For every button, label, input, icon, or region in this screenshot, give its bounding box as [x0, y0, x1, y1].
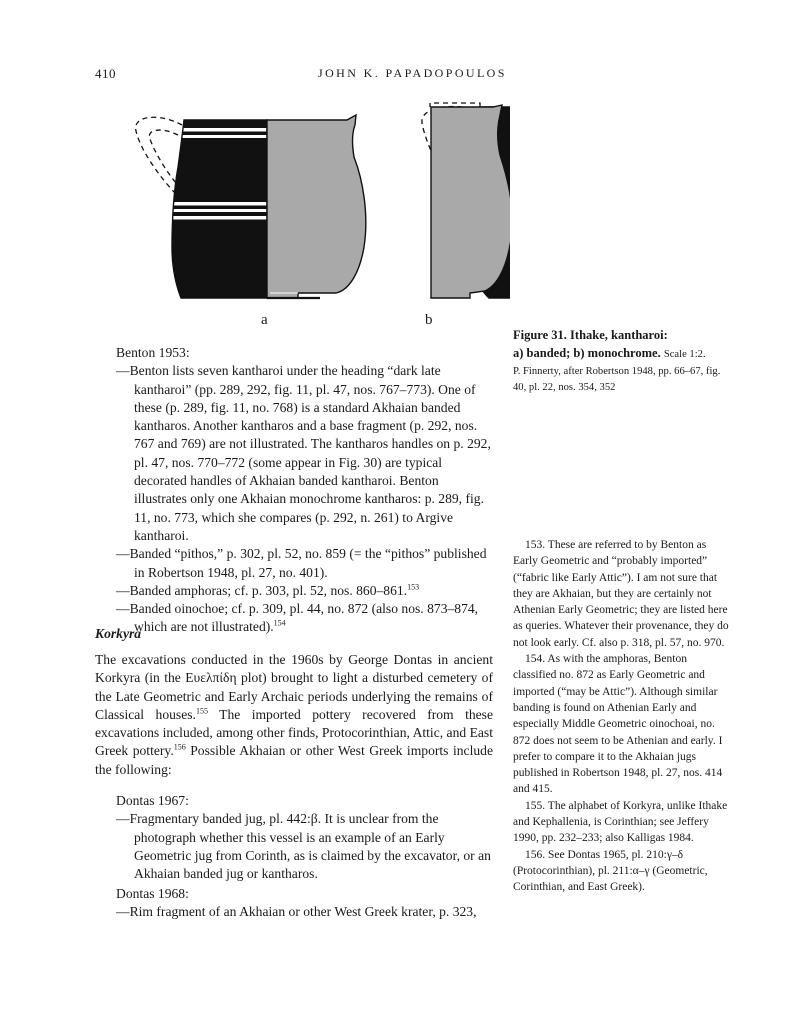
benton-entry-1: —Benton lists seven kantharoi under the heading “dark late kantharoi” (pp. 289, 292, fig. 11, pl. 47, nos. 767–773). One of these (p. 289, fig. 11, no. 768) is a standard Akhaian banded kantharos. Another kantharos and a base fragment (p. 292, nos. 767 and 769) are not illustrated. The kantharos handles on p. 292, pl. 47, nos. 770–772 (some appear in Fig. 30) are typical decorated handles of Akhaian banded kantharoi. Benton illustrates only one Akhaian monochrome kantharos: p. 289, fig. 11, no. 773, which she compares (p. 292, n. 261) to Argive kantharoi. [116, 363, 491, 543]
caption-title-1: Figure 31. Ithake, kantharoi: [513, 328, 668, 342]
dontas-1967-heading: Dontas 1967: [116, 793, 189, 808]
caption-scale: Scale 1:2. [663, 349, 706, 360]
figure-label-a: a [261, 312, 268, 328]
footnote-ref-154[interactable]: 154 [273, 618, 286, 628]
korkyra-paragraph: The excavations conducted in the 1960s by George Dontas in ancient Korkyra (in the Ευελπίδη plot) brought to light a disturbed cemetery of the Late Geometric and Early Archaic periods underlying the remains of Classical houses.$^{155}$ The imported pottery recovered from these excavations included, among other finds, Protocorinthian, Attic, and East Greek pottery.$^{156}$ Possible Akhaian or other West Greek imports include the following: [95, 652, 494, 777]
section-heading-korkyra: Korkyra [95, 626, 142, 641]
section-a [267, 115, 366, 298]
section-b [431, 105, 510, 298]
page-number: 410 [95, 66, 116, 81]
dontas-1967-block [116, 792, 492, 883]
kantharos-a [136, 115, 366, 305]
dontas-1968-block [116, 885, 492, 922]
benton-block [116, 344, 492, 637]
figure-caption [513, 326, 728, 396]
running-author: JOHN K. PAPADOPOULOS [318, 66, 507, 80]
footnote-154: 154. As with the amphoras, Benton classified no. 872 as Early Geometric and imported (“may be Attic”). Although similar banding is found on Athenian Early and especially Middle Geometric oinochoai, no. 872 does not seem to be Athenian and early. I prefer to compare it to the Akhaian jugs published in Robertson 1948, pl. 27, nos. 414 and 415. [513, 653, 723, 796]
footnote-153: 153. These are referred to by Benton as Early Geometric and “probably imported” (“fabric like Early Attic”). I am not sure that they are Akhaian, but they are certainly not Athenian Early Geometric; they are listed here as queries. Whatever their provenance, they do not look early. Cf. also p. 318, pl. 57, no. 970. [513, 539, 729, 649]
kantharos-b [422, 103, 510, 298]
dontas-1968-entry: —Rim fragment of an Akhaian or other West Greek krater, p. 323, [116, 904, 477, 920]
benton-entry-4: —Banded oinochoe; cf. p. 309, pl. 44, no. 872 (also nos. 873–874, which are not illustrated).$^{154}$ [116, 601, 479, 635]
footnote-155: 155. The alphabet of Korkyra, unlike Ithake and Kephallenia, is Corinthian; see Jeffery 1990, pp. 232–233; also Kalligas 1984. [513, 799, 728, 845]
figure-label-b: b [425, 312, 433, 328]
handle-a-inner [149, 130, 178, 183]
dontas-1968-heading: Dontas 1968: [116, 886, 189, 901]
caption-credit: P. Finnerty, after Robertson 1948, pp. 66–67, fig. 40, pl. 22, nos. 354, 352 [513, 366, 721, 393]
caption-title-2: a) banded; b) monochrome. [513, 346, 661, 360]
figure-kantharoi [120, 95, 510, 310]
dontas-1967-entry: —Fragmentary banded jug, pl. 442:β. It is unclear from the photograph whether this vessel is an example of an Early Geometric jug from Corinth, as is claimed by the excavator, or an Akhaian banded jug or kantharos. [116, 811, 491, 882]
benton-heading: Benton 1953: [116, 345, 190, 360]
footnote-ref-153[interactable]: 153 [407, 582, 420, 592]
footnote-ref-155[interactable]: 155 [195, 706, 208, 716]
footnote-ref-156[interactable]: 156 [173, 742, 186, 752]
footnote-156: 156. See Dontas 1965, pl. 210:γ–δ (Protocorinthian), pl. 211:α–γ (Geometric, Corinthian, and East Greek). [513, 848, 708, 894]
benton-entry-3: —Banded amphoras; cf. p. 303, pl. 52, nos. 860–861.$^{153}$ [116, 582, 420, 598]
footnotes [513, 537, 731, 896]
benton-entry-2: —Banded “pithos,” p. 302, pl. 52, no. 859 (= the “pithos” published in Robertson 1948, pl. 27, no. 401). [116, 546, 487, 580]
